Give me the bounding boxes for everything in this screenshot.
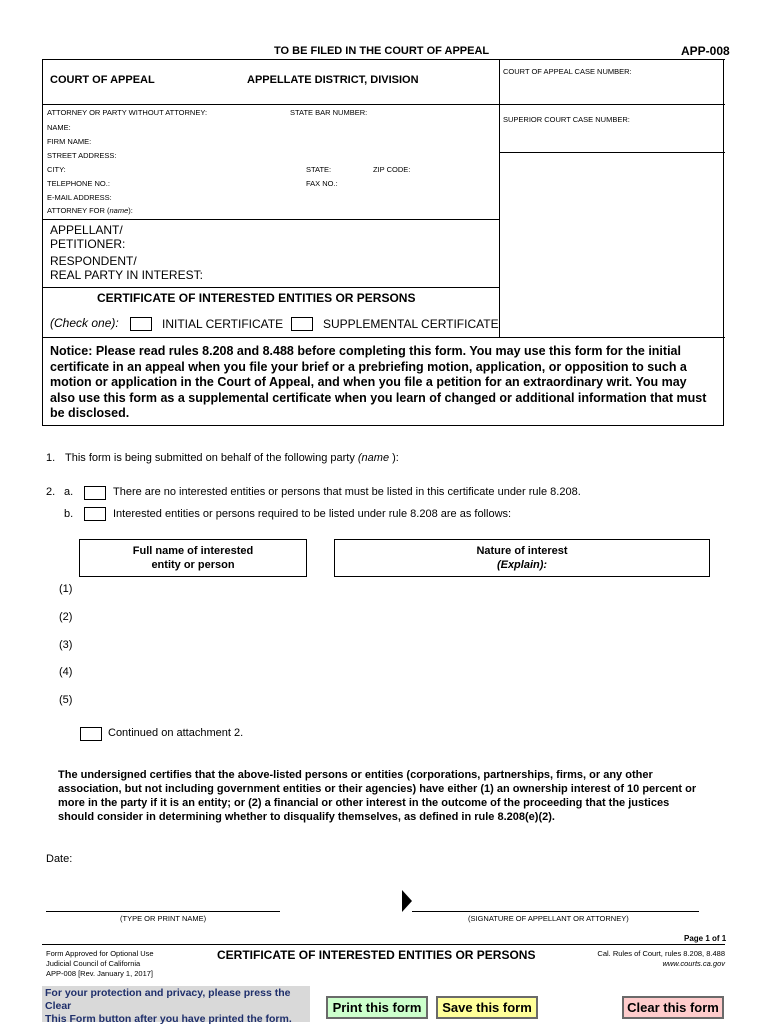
- table-row: (1): [59, 583, 73, 595]
- form-header-title: TO BE FILED IN THE COURT OF APPEAL: [274, 45, 490, 57]
- footer-rule: [42, 944, 725, 945]
- court-label: COURT OF APPEAL: [50, 74, 155, 86]
- supplemental-label: SUPPLEMENTAL CERTIFICATE: [323, 317, 499, 331]
- fax-label: FAX NO.:: [306, 179, 338, 188]
- name-label: NAME:: [47, 123, 71, 132]
- superior-case-label: SUPERIOR COURT CASE NUMBER:: [503, 115, 630, 124]
- caption-rule-1: [42, 104, 725, 105]
- firm-label: FIRM NAME:: [47, 137, 92, 146]
- state-bar-label: STATE BAR NUMBER:: [290, 108, 368, 117]
- no-interested-checkbox[interactable]: [84, 486, 106, 500]
- attorney-label: ATTORNEY OR PARTY WITHOUT ATTORNEY:: [47, 108, 208, 117]
- city-label: CITY:: [47, 165, 66, 174]
- signature-label: (SIGNATURE OF APPELLANT OR ATTORNEY): [468, 914, 629, 923]
- type-name-label: (TYPE OR PRINT NAME): [120, 914, 207, 923]
- continued-checkbox[interactable]: [80, 727, 102, 741]
- item2-number: 2.: [46, 486, 56, 498]
- table-row: (3): [59, 639, 73, 651]
- case-number-label: COURT OF APPEAL CASE NUMBER:: [503, 67, 632, 76]
- caption-rule-5: [42, 337, 725, 338]
- attorney-for-label: ATTORNEY FOR (name):: [47, 206, 133, 215]
- state-label: STATE:: [306, 165, 332, 174]
- email-label: E-MAIL ADDRESS:: [47, 193, 112, 202]
- save-button[interactable]: Save this form: [436, 996, 538, 1019]
- street-label: STREET ADDRESS:: [47, 151, 117, 160]
- interested-checkbox[interactable]: [84, 507, 106, 521]
- appellant-label: APPELLANT/ PETITIONER:: [50, 223, 126, 251]
- type-name-line[interactable]: [46, 911, 280, 912]
- caption-divider: [499, 59, 500, 337]
- footer-title: CERTIFICATE OF INTERESTED ENTITIES OR PERSONS: [217, 948, 536, 962]
- clear-button[interactable]: Clear this form: [622, 996, 724, 1019]
- form-code: APP-008: [681, 44, 730, 58]
- table-row: (2): [59, 611, 73, 623]
- footer-rules: Cal. Rules of Court, rules 8.208, 8.488 www.courts.ca.gov: [597, 949, 725, 968]
- item2a-letter: a.: [64, 486, 74, 498]
- table-row: (4): [59, 666, 73, 678]
- signature-arrow-icon: [402, 890, 412, 912]
- phone-label: TELEPHONE NO.:: [47, 179, 110, 188]
- table-row: (5): [59, 694, 73, 706]
- signature-line[interactable]: [412, 911, 699, 912]
- page-number: Page 1 of 1: [684, 934, 727, 943]
- table-header-name: Full name of interested entity or person: [79, 539, 307, 577]
- respondent-label: RESPONDENT/ REAL PARTY IN INTEREST:: [50, 254, 203, 282]
- district-label: APPELLATE DISTRICT, DIVISION: [247, 74, 419, 86]
- supplemental-checkbox[interactable]: [291, 317, 313, 331]
- item2b-text: Interested entities or persons required to be listed under rule 8.208 are as follows:: [113, 508, 512, 520]
- form-approval: Form Approved for Optional Use Judicial Council of California APP-008 [Rev. January 1, 2017]: [46, 949, 154, 978]
- zip-label: ZIP CODE:: [373, 165, 411, 174]
- caption-rule-2: [499, 152, 725, 153]
- caption-rule-3: [42, 219, 499, 220]
- cert-title: CERTIFICATE OF INTERESTED ENTITIES OR PERSONS: [97, 291, 416, 305]
- item2b-letter: b.: [64, 508, 74, 520]
- date-label: Date:: [46, 853, 73, 865]
- initial-checkbox[interactable]: [130, 317, 152, 331]
- initial-label: INITIAL CERTIFICATE: [162, 317, 284, 331]
- item1-number: 1.: [46, 452, 56, 464]
- notice-text: Notice: Please read rules 8.208 and 8.488 before completing this form. You may use this form for the initial certificate in an appeal when you file your brief or a prebriefing motion, application, or opposition to such a motion or application in the Court of Appeal, and when you file a petition for an extraordinary writ. You may also use this form as a supplemental certificate when you learn of changed or additional information that must be disclosed.: [50, 344, 707, 420]
- check-one-label: (Check one):: [50, 316, 119, 330]
- item2a-text: There are no interested entities or persons that must be listed in this certificate under rule 8.208.: [113, 486, 581, 498]
- caption-rule-4: [42, 287, 499, 288]
- continued-label: Continued on attachment 2.: [108, 727, 244, 739]
- table-header-nature: Nature of interest (Explain):: [334, 539, 710, 577]
- certification-text: The undersigned certifies that the above-listed persons or entities (corporations, partnerships, firms, or any other association, but not including government entities or their agencies) have either (1) an ownership interest of 10 percent or more in the party if it is an entity; or (2) a financial or other interest in the outcome of the proceeding that the justices should consider in determining whether to disqualify themselves, as defined in rule 8.208(e)(2).: [58, 769, 697, 823]
- privacy-notice: For your protection and privacy, please press the Clear This Form button after you have printed the form.: [42, 986, 310, 1022]
- item1-text: This form is being submitted on behalf of the following party (name ):: [65, 452, 399, 464]
- print-button[interactable]: Print this form: [326, 996, 428, 1019]
